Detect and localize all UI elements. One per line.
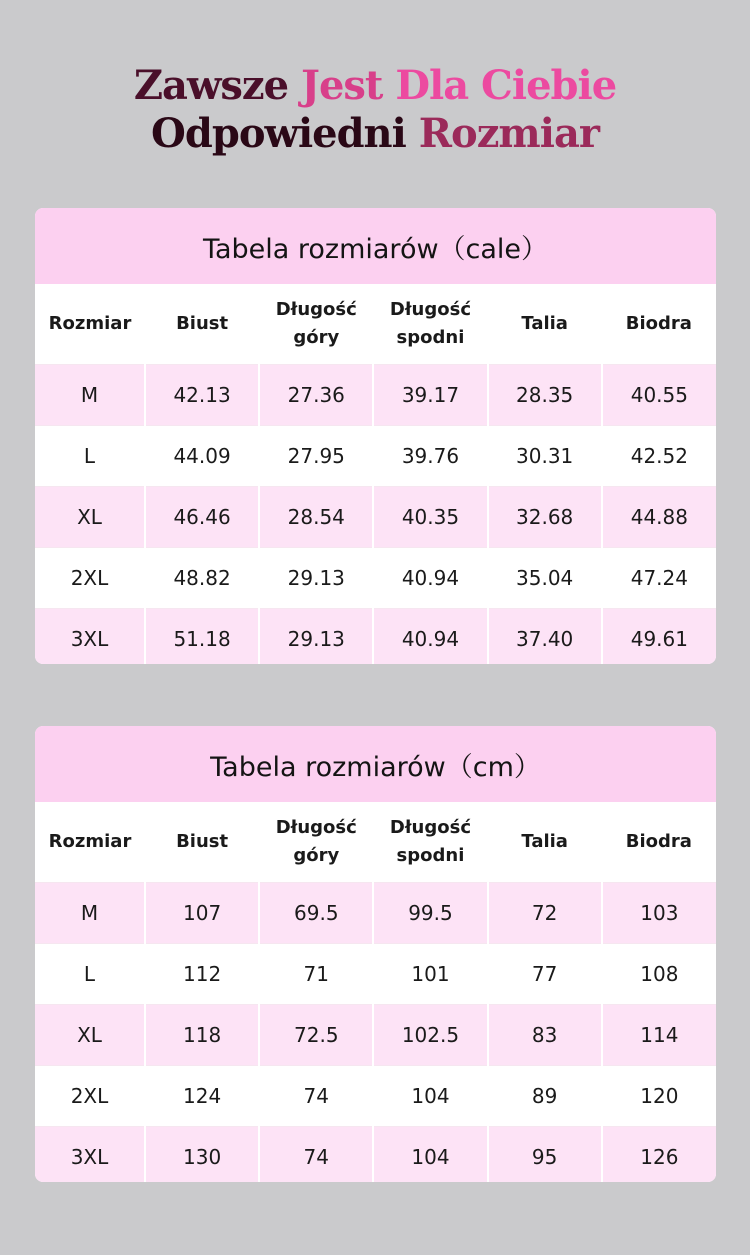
size-label-cell: 3XL [35, 1127, 145, 1183]
measurement-cell: 102.5 [373, 1005, 487, 1066]
measurement-cell: 112 [145, 944, 259, 1005]
measurement-cell: 77 [488, 944, 602, 1005]
headline-word: Jest [301, 62, 383, 109]
measurement-cell: 99.5 [373, 883, 487, 944]
column-header: Talia [521, 313, 568, 334]
column-header: Biust [176, 831, 229, 852]
measurement-cell: 124 [145, 1066, 259, 1127]
measurement-cell: 40.35 [373, 487, 487, 548]
measurement-cell: 69.5 [259, 883, 373, 944]
measurement-cell: 29.13 [259, 609, 373, 665]
headline-word: Rozmiar [418, 110, 599, 157]
table-row [35, 944, 716, 1005]
measurement-cell: 104 [373, 1066, 487, 1127]
size-label-cell: 2XL [35, 1066, 145, 1127]
measurement-cell: 40.55 [602, 365, 716, 426]
measurement-cell: 126 [602, 1127, 716, 1183]
size-label-cell: XL [35, 487, 145, 548]
column-header: Rozmiar [48, 313, 132, 334]
table-row [35, 548, 716, 609]
headline-word: Dla Ciebie [395, 62, 617, 109]
table-row [35, 487, 716, 548]
size-label-cell: M [35, 365, 145, 426]
measurement-cell: 74 [259, 1066, 373, 1127]
measurement-cell: 130 [145, 1127, 259, 1183]
measurement-cell: 114 [602, 1005, 716, 1066]
column-header: Biodra [625, 831, 692, 852]
measurement-cell: 29.13 [259, 548, 373, 609]
size-label-cell: M [35, 883, 145, 944]
table-title: Tabela rozmiarów（cm） [35, 726, 716, 802]
measurement-cell: 107 [145, 883, 259, 944]
measurement-cell: 42.13 [145, 365, 259, 426]
column-header: Biodra [625, 313, 692, 334]
measurement-cell: 44.09 [145, 426, 259, 487]
measurement-cell: 42.52 [602, 426, 716, 487]
column-header: Długość góry [275, 299, 357, 348]
measurement-cell: 108 [602, 944, 716, 1005]
measurement-cell: 89 [488, 1066, 602, 1127]
measurement-cell: 35.04 [488, 548, 602, 609]
measurement-cell: 28.54 [259, 487, 373, 548]
measurement-cell: 27.95 [259, 426, 373, 487]
measurement-cell: 101 [373, 944, 487, 1005]
headline-line-1 [0, 62, 750, 110]
size-table [35, 284, 716, 664]
measurement-cell: 32.68 [488, 487, 602, 548]
measurement-cell: 95 [488, 1127, 602, 1183]
measurement-cell: 74 [259, 1127, 373, 1183]
table-row [35, 1066, 716, 1127]
measurement-cell: 104 [373, 1127, 487, 1183]
size-label-cell: 3XL [35, 609, 145, 665]
measurement-cell: 72.5 [259, 1005, 373, 1066]
column-header: Rozmiar [48, 831, 132, 852]
measurement-cell: 48.82 [145, 548, 259, 609]
measurement-cell: 120 [602, 1066, 716, 1127]
headline-line-2 [0, 110, 750, 158]
size-label-cell: XL [35, 1005, 145, 1066]
measurement-cell: 28.35 [488, 365, 602, 426]
size-label-cell: L [35, 426, 145, 487]
header-row [35, 284, 716, 365]
size-table [35, 802, 716, 1182]
page-headline [0, 62, 750, 158]
column-header: Długość spodni [389, 299, 471, 348]
measurement-cell: 27.36 [259, 365, 373, 426]
measurement-cell: 39.17 [373, 365, 487, 426]
table-title: Tabela rozmiarów（cale） [35, 208, 716, 284]
headline-word: Odpowiedni [151, 110, 406, 157]
measurement-cell: 40.94 [373, 548, 487, 609]
measurement-cell: 72 [488, 883, 602, 944]
table-row [35, 1127, 716, 1183]
size-table-cm [35, 726, 716, 1182]
measurement-cell: 40.94 [373, 609, 487, 665]
measurement-cell: 71 [259, 944, 373, 1005]
measurement-cell: 51.18 [145, 609, 259, 665]
measurement-cell: 49.61 [602, 609, 716, 665]
measurement-cell: 47.24 [602, 548, 716, 609]
measurement-cell: 39.76 [373, 426, 487, 487]
table-row [35, 426, 716, 487]
column-header: Talia [521, 831, 568, 852]
header-row [35, 802, 716, 883]
measurement-cell: 118 [145, 1005, 259, 1066]
measurement-cell: 83 [488, 1005, 602, 1066]
measurement-cell: 44.88 [602, 487, 716, 548]
size-label-cell: L [35, 944, 145, 1005]
measurement-cell: 103 [602, 883, 716, 944]
table-row [35, 1005, 716, 1066]
measurement-cell: 46.46 [145, 487, 259, 548]
table-row [35, 883, 716, 944]
size-table-inches [35, 208, 716, 664]
column-header: Biust [176, 313, 229, 334]
table-row [35, 609, 716, 665]
column-header: Długość spodni [389, 817, 471, 866]
measurement-cell: 30.31 [488, 426, 602, 487]
column-header: Długość góry [275, 817, 357, 866]
size-label-cell: 2XL [35, 548, 145, 609]
headline-word: Zawsze [133, 62, 289, 109]
table-row [35, 365, 716, 426]
measurement-cell: 37.40 [488, 609, 602, 665]
